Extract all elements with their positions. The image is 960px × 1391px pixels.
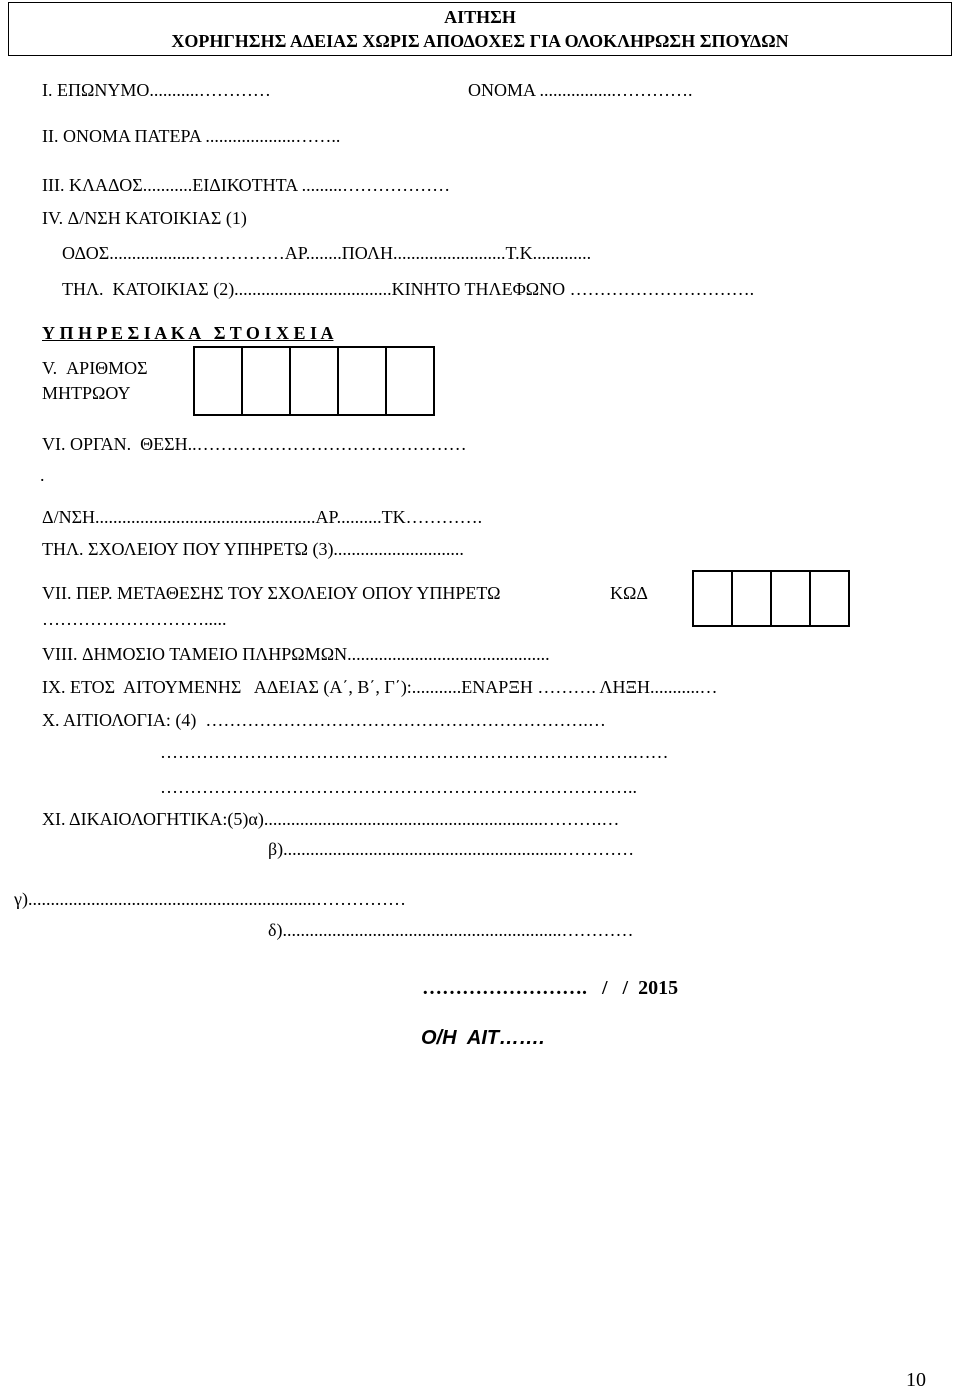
- documents-a-field[interactable]: ΧΙ. ΔΙΚΑΙΟΛΟΓΗΤΙΚΑ:(5)α)..............................................................……….…: [42, 809, 620, 829]
- phones-field[interactable]: ΤΗΛ. ΚΑΤΟΙΚΙΑΣ (2)...................................ΚΙΝΗΤΟ ΤΗΛΕΦΩΝΟ ………………………….: [62, 279, 755, 299]
- code-digit-box[interactable]: [692, 570, 733, 627]
- branch-specialty-field[interactable]: ΙΙΙ. ΚΛΑΔΟΣ...........ΕΙΔΙΚΟΤΗΤΑ .........………………: [42, 175, 451, 195]
- dot-line: .: [40, 465, 45, 485]
- registry-number-boxes: [193, 346, 435, 416]
- registry-digit-box[interactable]: [289, 346, 339, 416]
- date-field[interactable]: ……………………. / / 2015: [422, 977, 679, 999]
- registry-digit-box[interactable]: [337, 346, 387, 416]
- name-field[interactable]: ΟΝΟΜΑ .................………….: [468, 80, 693, 100]
- applicant-signature: Ο/Η ΑΙΤ…….: [421, 1027, 545, 1049]
- service-data-header: Υ Π Η Ρ Ε Σ Ι Α Κ Α Σ Τ Ο Ι Χ Ε Ι Α: [42, 323, 334, 343]
- code-digit-box[interactable]: [809, 570, 850, 627]
- registry-digit-box[interactable]: [193, 346, 243, 416]
- school-address-field[interactable]: Δ/ΝΣΗ.................................................ΑΡ..........ΤΚ………….: [42, 507, 483, 527]
- justification-field[interactable]: Χ. ΑΙΤΙΟΛΟΓΙΑ: (4) ……………………………………………………….…: [42, 710, 606, 730]
- form-title: ΑΙΤΗΣΗ: [444, 7, 516, 27]
- street-field[interactable]: ΟΔΟΣ...................……………ΑΡ........ΠΟΛΗ.........................Τ.Κ.............: [62, 243, 592, 263]
- registry-digit-box[interactable]: [241, 346, 291, 416]
- registry-label: V. ΑΡΙΘΜΟΣ: [42, 358, 148, 378]
- organic-post-field[interactable]: VI. ΟΡΓΑΝ. ΘΕΣΗ..………………………………………: [42, 434, 467, 454]
- justification-line-3[interactable]: ……………………………………………………………………..: [160, 777, 637, 797]
- transfer-area-field[interactable]: ……………………….....: [42, 609, 227, 629]
- code-boxes: [692, 570, 850, 627]
- home-address-header: ΙV. Δ/ΝΣΗ ΚΑΤΟΙΚΙΑΣ (1): [42, 208, 247, 228]
- leave-year-field[interactable]: ΙΧ. ΕΤΟΣ ΑΙΤΟΥΜΕΝΗΣ ΑΔΕΙΑΣ (Α΄, Β΄, Γ΄):...........ΕΝΑΡΞΗ ………. ΛΗΞΗ...........…: [42, 677, 718, 697]
- page-number: 10: [906, 1369, 926, 1391]
- registry-digit-box[interactable]: [385, 346, 435, 416]
- father-name-field[interactable]: ΙΙ. ΟΝΟΜΑ ΠΑΤΕΡΑ ....................……..: [42, 126, 341, 146]
- justification-line-2[interactable]: …………………………………………………………………….……: [160, 742, 669, 762]
- code-label: ΚΩΔ: [610, 583, 648, 603]
- code-digit-box[interactable]: [770, 570, 811, 627]
- school-phone-field[interactable]: ΤΗΛ. ΣΧΟΛΕΙΟΥ ΠΟΥ ΥΠΗΡΕΤΩ (3).............................: [42, 539, 464, 559]
- surname-field[interactable]: Ι. ΕΠΩΝΥΜΟ...........…………: [42, 80, 271, 100]
- treasury-field[interactable]: VIII. ΔΗΜΟΣΙΟ ΤΑΜΕΙΟ ΠΛΗΡΩΜΩΝ.............................................: [42, 644, 550, 664]
- documents-c-field[interactable]: γ)................................................................……………: [14, 889, 406, 909]
- code-digit-box[interactable]: [731, 570, 772, 627]
- documents-d-field[interactable]: δ)..............................................................…………: [268, 920, 634, 940]
- transfer-area-label: VII. ΠΕΡ. ΜΕΤΑΘΕΣΗΣ ΤΟΥ ΣΧΟΛΕΙΟΥ ΟΠΟΥ ΥΠΗΡΕΤΩ: [42, 583, 501, 603]
- form-subtitle: ΧΟΡΗΓΗΣΗΣ ΑΔΕΙΑΣ ΧΩΡΙΣ ΑΠΟΔΟΧΕΣ ΓΙΑ ΟΛΟΚΛΗΡΩΣΗ ΣΠΟΥΔΩΝ: [171, 31, 789, 51]
- documents-b-field[interactable]: β)..............................................................…………: [268, 839, 635, 859]
- registry-label-2: ΜΗΤΡΩΟΥ: [42, 383, 131, 403]
